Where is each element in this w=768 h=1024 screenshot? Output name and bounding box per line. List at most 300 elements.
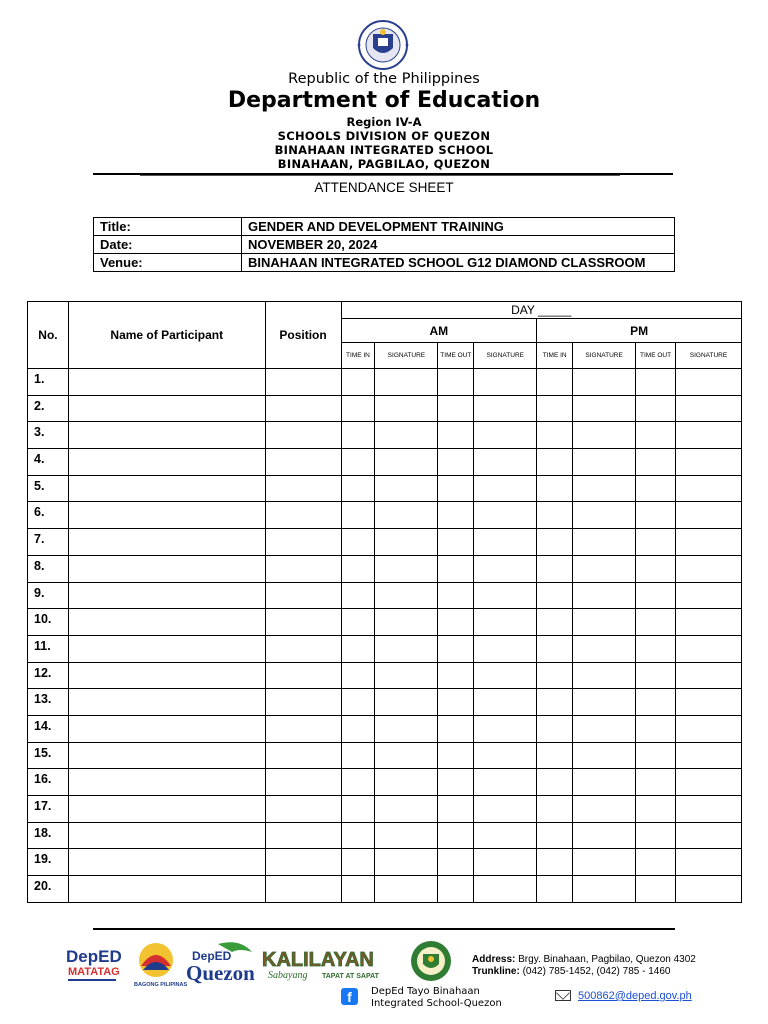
row-number: 20. [28,876,69,903]
am-signature-out-cell[interactable] [474,769,537,796]
table-row [28,662,742,689]
row-number: 1. [28,369,69,396]
pm-signature-in-cell[interactable] [573,796,636,823]
am-time-out-header: TIME OUT [438,343,474,369]
am-time-out-cell[interactable] [438,609,474,636]
pm-signature-out-cell[interactable] [676,422,742,449]
pm-time-out-cell[interactable] [636,449,676,476]
pm-time-in-cell[interactable] [537,609,573,636]
pm-time-out-cell[interactable] [636,502,676,529]
pm-time-in-cell[interactable] [537,742,573,769]
am-signature-in-cell[interactable] [375,449,438,476]
am-time-out-cell[interactable] [438,689,474,716]
position-cell[interactable] [265,876,341,903]
attendance-rows [28,369,742,903]
table-row [28,876,742,903]
pm-time-in-cell[interactable] [537,449,573,476]
table-row [28,555,742,582]
am-signature-in-cell[interactable] [375,635,438,662]
pm-time-out-header: TIME OUT [636,343,676,369]
svg-text:DepED: DepED [192,949,232,963]
pm-signature-out-cell[interactable] [676,395,742,422]
am-time-in-cell[interactable] [341,475,375,502]
participant-name-cell[interactable] [68,395,265,422]
table-row [28,742,742,769]
am-time-in-cell[interactable] [341,662,375,689]
title-value: GENDER AND DEVELOPMENT TRAINING [242,218,675,236]
participant-name-cell[interactable] [68,475,265,502]
am-time-in-cell[interactable] [341,822,375,849]
row-number: 16. [28,769,69,796]
pm-time-in-cell[interactable] [537,849,573,876]
am-time-in-cell[interactable] [341,395,375,422]
am-signature-out-cell[interactable] [474,849,537,876]
am-signature-in-cell[interactable] [375,395,438,422]
school-heading: BINAHAAN INTEGRATED SCHOOL [274,143,494,157]
pm-time-out-cell[interactable] [636,395,676,422]
pm-signature-in-cell[interactable] [573,449,636,476]
table-row [28,849,742,876]
position-cell[interactable] [265,689,341,716]
pm-signature-in-cell[interactable] [573,502,636,529]
am-signature-out-cell[interactable] [474,689,537,716]
participant-name-cell[interactable] [68,635,265,662]
position-cell[interactable] [265,796,341,823]
am-header: AM [341,319,537,343]
participant-name-cell[interactable] [68,529,265,556]
am-time-in-cell[interactable] [341,689,375,716]
am-time-in-cell[interactable] [341,742,375,769]
position-cell[interactable] [265,822,341,849]
pm-signature-in-cell[interactable] [573,689,636,716]
table-row [28,422,742,449]
venue-value: BINAHAAN INTEGRATED SCHOOL G12 DIAMOND CLASSROOM [242,254,675,272]
am-time-out-cell[interactable] [438,876,474,903]
am-time-in-cell[interactable] [341,609,375,636]
position-cell[interactable] [265,449,341,476]
participant-name-cell[interactable] [68,422,265,449]
pm-signature-out-cell[interactable] [676,635,742,662]
pm-time-in-cell[interactable] [537,689,573,716]
pm-signature-in-cell[interactable] [573,635,636,662]
am-time-in-cell[interactable] [341,849,375,876]
am-signature-out-cell[interactable] [474,555,537,582]
am-time-out-cell[interactable] [438,582,474,609]
am-signature-in-cell[interactable] [375,822,438,849]
pm-time-out-cell[interactable] [636,555,676,582]
participant-name-cell[interactable] [68,689,265,716]
pm-signature-out-cell[interactable] [676,796,742,823]
am-signature-in-cell[interactable] [375,742,438,769]
am-time-out-cell[interactable] [438,742,474,769]
am-time-in-cell[interactable] [341,529,375,556]
table-row [28,796,742,823]
school-seal-logo-icon [401,940,461,982]
svg-text:TAPAT AT SAPAT: TAPAT AT SAPAT [322,973,379,980]
deped-seal-icon [345,20,421,70]
am-signature-out-cell[interactable] [474,395,537,422]
am-signature-out-cell[interactable] [474,529,537,556]
am-signature-in-cell[interactable] [375,796,438,823]
am-time-out-cell[interactable] [438,769,474,796]
participant-name-cell[interactable] [68,796,265,823]
pm-signature-out-cell[interactable] [676,475,742,502]
am-signature-out-cell[interactable] [474,582,537,609]
am-time-in-cell[interactable] [341,502,375,529]
date-value: NOVEMBER 20, 2024 [242,236,675,254]
position-cell[interactable] [265,769,341,796]
position-cell[interactable] [265,529,341,556]
mail-icon [555,990,571,1001]
facebook-page-link[interactable] [371,986,502,1010]
col-position-header: Position [265,302,341,369]
am-signature-in-cell[interactable] [375,849,438,876]
trunkline-value: (042) 785-1452, (042) 785 - 1460 [522,966,671,977]
participant-name-cell[interactable] [68,849,265,876]
am-signature-in-cell[interactable] [375,502,438,529]
am-signature-in-cell[interactable] [375,609,438,636]
am-signature-out-cell[interactable] [474,635,537,662]
position-cell[interactable] [265,662,341,689]
participant-name-cell[interactable] [68,715,265,742]
pm-signature-in-cell[interactable] [573,555,636,582]
pm-time-in-cell[interactable] [537,822,573,849]
am-signature-out-cell[interactable] [474,449,537,476]
pm-time-out-cell[interactable] [636,769,676,796]
deped-matatag-logo-icon [64,940,122,984]
row-number: 2. [28,395,69,422]
pm-time-out-cell[interactable] [636,689,676,716]
svg-text:BAGONG PILIPINAS: BAGONG PILIPINAS [134,982,188,988]
table-row [28,529,742,556]
info-row-date [94,236,675,254]
participant-name-cell[interactable] [68,662,265,689]
day-header: DAY _____ [341,302,742,319]
pm-signature-out-cell[interactable] [676,502,742,529]
pm-time-in-cell[interactable] [537,662,573,689]
am-time-in-cell[interactable] [341,582,375,609]
pm-signature-in-cell[interactable] [573,769,636,796]
am-time-out-cell[interactable] [438,529,474,556]
am-signature-in-header: SIGNATURE [375,343,438,369]
svg-text:DepED: DepED [66,947,122,966]
pm-time-out-cell[interactable] [636,822,676,849]
pm-signature-in-cell[interactable] [573,822,636,849]
table-row [28,822,742,849]
participant-name-cell[interactable] [68,769,265,796]
position-cell[interactable] [265,742,341,769]
am-time-out-cell[interactable] [438,449,474,476]
date-label: Date: [94,236,242,254]
am-signature-in-cell[interactable] [375,582,438,609]
pm-signature-in-cell[interactable] [573,529,636,556]
position-cell[interactable] [265,422,341,449]
participant-name-cell[interactable] [68,502,265,529]
bagong-pilipinas-logo-icon [131,940,188,988]
am-signature-in-cell[interactable] [375,422,438,449]
trunkline-label: Trunkline: [472,966,520,977]
participant-name-cell[interactable] [68,609,265,636]
am-time-out-cell[interactable] [438,369,474,396]
position-cell[interactable] [265,635,341,662]
am-time-out-cell[interactable] [438,715,474,742]
position-cell[interactable] [265,502,341,529]
am-time-out-cell[interactable] [438,662,474,689]
am-signature-out-cell[interactable] [474,742,537,769]
pm-time-in-cell[interactable] [537,582,573,609]
pm-signature-in-cell[interactable] [573,742,636,769]
position-cell[interactable] [265,582,341,609]
am-signature-in-cell[interactable] [375,689,438,716]
svg-text:KALILAYAN: KALILAYAN [262,949,374,971]
trunkline-line [472,966,670,977]
participant-name-cell[interactable] [68,369,265,396]
row-number: 17. [28,796,69,823]
position-cell[interactable] [265,475,341,502]
pm-signature-out-cell[interactable] [676,769,742,796]
pm-time-in-cell[interactable] [537,876,573,903]
pm-time-out-cell[interactable] [636,849,676,876]
pm-time-out-cell[interactable] [636,635,676,662]
table-row [28,582,742,609]
position-cell[interactable] [265,715,341,742]
am-time-in-cell[interactable] [341,555,375,582]
row-number: 19. [28,849,69,876]
am-signature-in-cell[interactable] [375,369,438,396]
am-time-out-cell[interactable] [438,502,474,529]
sheet-title: ATTENDANCE SHEET [314,180,454,195]
am-signature-in-cell[interactable] [375,769,438,796]
event-info-table [93,217,675,272]
am-signature-out-cell[interactable] [474,822,537,849]
participant-name-cell[interactable] [68,449,265,476]
pm-signature-out-cell[interactable] [676,715,742,742]
am-time-out-cell[interactable] [438,635,474,662]
row-number: 12. [28,662,69,689]
row-number: 14. [28,715,69,742]
division-heading: SCHOOLS DIVISION OF QUEZON [277,129,491,143]
table-row [28,769,742,796]
address-value: Brgy. Binahaan, Pagbilao, Quezon 4302 [518,954,696,965]
am-signature-out-cell[interactable] [474,422,537,449]
pm-signature-out-cell[interactable] [676,529,742,556]
row-number: 7. [28,529,69,556]
pm-time-out-cell[interactable] [636,715,676,742]
pm-signature-out-cell[interactable] [676,609,742,636]
am-time-in-cell[interactable] [341,715,375,742]
pm-signature-out-cell[interactable] [676,822,742,849]
pm-time-in-cell[interactable] [537,502,573,529]
pm-time-in-cell[interactable] [537,796,573,823]
am-time-out-cell[interactable] [438,475,474,502]
pm-signature-in-cell[interactable] [573,475,636,502]
pm-signature-in-cell[interactable] [573,395,636,422]
pm-signature-in-cell[interactable] [573,609,636,636]
title-label: Title: [94,218,242,236]
pm-time-out-cell[interactable] [636,582,676,609]
pm-time-in-cell[interactable] [537,475,573,502]
am-time-out-cell[interactable] [438,555,474,582]
pm-signature-out-cell[interactable] [676,876,742,903]
row-number: 8. [28,555,69,582]
am-signature-out-cell[interactable] [474,502,537,529]
pm-time-in-cell[interactable] [537,369,573,396]
pm-time-out-cell[interactable] [636,742,676,769]
participant-name-cell[interactable] [68,555,265,582]
pm-signature-out-cell[interactable] [676,555,742,582]
am-signature-out-cell[interactable] [474,796,537,823]
am-signature-in-cell[interactable] [375,715,438,742]
pm-time-out-cell[interactable] [636,609,676,636]
am-signature-in-cell[interactable] [375,555,438,582]
am-time-in-cell[interactable] [341,876,375,903]
participant-name-cell[interactable] [68,582,265,609]
am-signature-out-cell[interactable] [474,662,537,689]
svg-text:Quezon: Quezon [186,961,255,985]
school-address-heading: BINAHAAN, PAGBILAO, QUEZON [277,157,491,171]
col-no-header: No. [28,302,69,369]
am-signature-out-header: SIGNATURE [474,343,537,369]
am-signature-in-cell[interactable] [375,876,438,903]
am-signature-out-cell[interactable] [474,876,537,903]
pm-signature-out-cell[interactable] [676,662,742,689]
am-signature-in-cell[interactable] [375,475,438,502]
republic-heading: Republic of the Philippines [288,71,480,87]
table-row [28,715,742,742]
am-time-out-cell[interactable] [438,422,474,449]
am-time-in-cell[interactable] [341,449,375,476]
am-time-in-cell[interactable] [341,635,375,662]
facebook-page-line2: Integrated School-Quezon [371,998,502,1009]
pm-time-out-cell[interactable] [636,662,676,689]
kalilayan-logo-icon [260,946,396,982]
deped-quezon-logo-icon [182,940,256,986]
info-row-venue [94,254,675,272]
position-cell[interactable] [265,555,341,582]
participant-name-cell[interactable] [68,742,265,769]
pm-signature-out-cell[interactable] [676,742,742,769]
participant-name-cell[interactable] [68,876,265,903]
pm-time-out-cell[interactable] [636,529,676,556]
pm-time-out-cell[interactable] [636,796,676,823]
am-time-out-cell[interactable] [438,796,474,823]
row-number: 18. [28,822,69,849]
pm-time-in-cell[interactable] [537,635,573,662]
table-row [28,609,742,636]
am-time-out-cell[interactable] [438,849,474,876]
pm-header: PM [537,319,742,343]
am-signature-out-cell[interactable] [474,475,537,502]
am-time-in-cell[interactable] [341,369,375,396]
row-number: 6. [28,502,69,529]
am-time-in-cell[interactable] [341,422,375,449]
am-time-out-cell[interactable] [438,822,474,849]
row-number: 5. [28,475,69,502]
row-number: 10. [28,609,69,636]
table-row [28,369,742,396]
pm-signature-out-cell[interactable] [676,449,742,476]
venue-label: Venue: [94,254,242,272]
region-heading: Region IV-A [346,115,422,129]
pm-signature-in-cell[interactable] [573,662,636,689]
pm-time-out-cell[interactable] [636,369,676,396]
address-label: Address: [472,954,516,965]
pm-signature-in-cell[interactable] [573,849,636,876]
am-time-out-cell[interactable] [438,395,474,422]
pm-signature-out-cell[interactable] [676,849,742,876]
participant-name-cell[interactable] [68,822,265,849]
position-cell[interactable] [265,369,341,396]
am-signature-out-cell[interactable] [474,369,537,396]
table-row [28,395,742,422]
pm-signature-in-cell[interactable] [573,582,636,609]
am-time-in-cell[interactable] [341,769,375,796]
am-signature-in-cell[interactable] [375,529,438,556]
header-divider-thin [140,175,620,176]
email-link[interactable]: 500862@deped.gov.ph [578,990,692,1002]
facebook-page-line1: DepEd Tayo Binahaan [371,986,480,997]
pm-time-in-cell[interactable] [537,769,573,796]
pm-signature-out-header: SIGNATURE [676,343,742,369]
am-signature-out-cell[interactable] [474,609,537,636]
pm-signature-in-cell[interactable] [573,715,636,742]
pm-time-in-cell[interactable] [537,529,573,556]
pm-signature-in-header: SIGNATURE [573,343,636,369]
am-time-in-header: TIME IN [341,343,375,369]
am-time-in-cell[interactable] [341,796,375,823]
row-number: 4. [28,449,69,476]
pm-signature-in-cell[interactable] [573,369,636,396]
svg-text:MATATAG: MATATAG [68,966,120,978]
pm-time-in-cell[interactable] [537,715,573,742]
am-signature-out-cell[interactable] [474,715,537,742]
table-row [28,475,742,502]
pm-signature-out-cell[interactable] [676,689,742,716]
pm-signature-in-cell[interactable] [573,422,636,449]
address-line [472,954,696,965]
pm-time-out-cell[interactable] [636,422,676,449]
department-heading: Department of Education [227,88,541,113]
info-row-title [94,218,675,236]
pm-time-in-cell[interactable] [537,395,573,422]
table-row [28,449,742,476]
row-number: 9. [28,582,69,609]
col-name-header: Name of Participant [68,302,265,369]
table-row [28,502,742,529]
row-number: 11. [28,635,69,662]
facebook-icon[interactable]: f [341,988,358,1005]
row-number: 3. [28,422,69,449]
svg-text:Sabayang: Sabayang [268,970,308,981]
am-signature-in-cell[interactable] [375,662,438,689]
position-cell[interactable] [265,609,341,636]
pm-time-in-cell[interactable] [537,555,573,582]
footer-divider [93,928,675,930]
pm-signature-in-cell[interactable] [573,876,636,903]
pm-time-out-cell[interactable] [636,876,676,903]
attendance-table [27,301,742,903]
pm-time-in-header: TIME IN [537,343,573,369]
row-number: 13. [28,689,69,716]
pm-time-out-cell[interactable] [636,475,676,502]
position-cell[interactable] [265,395,341,422]
pm-signature-out-cell[interactable] [676,369,742,396]
row-number: 15. [28,742,69,769]
table-row [28,635,742,662]
position-cell[interactable] [265,849,341,876]
pm-signature-out-cell[interactable] [676,582,742,609]
pm-time-in-cell[interactable] [537,422,573,449]
